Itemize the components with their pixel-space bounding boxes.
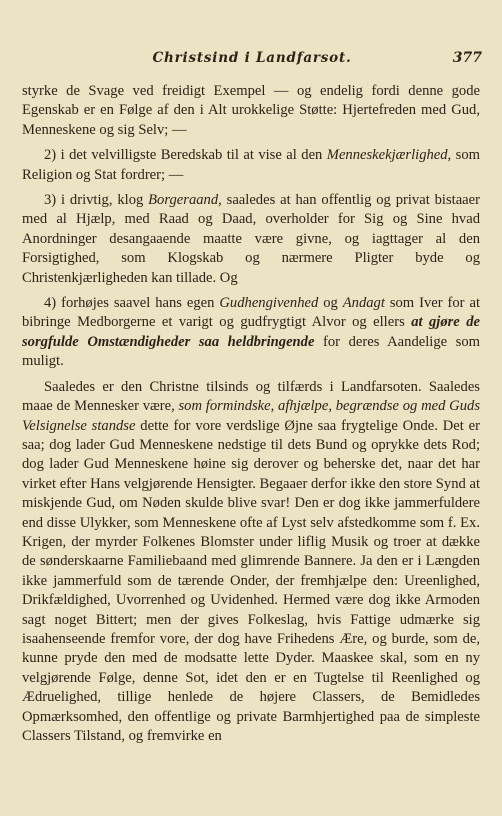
text-segment: 3) i drivtig, klog [44, 192, 149, 209]
body-text [22, 82, 480, 752]
page-number: 377 [452, 50, 482, 66]
paragraph [22, 294, 480, 372]
emphasized-text: Borgeraand, [148, 192, 222, 209]
paragraph [22, 378, 480, 747]
running-title: Christsind i Landfarsot. [152, 50, 352, 66]
text-segment: som Religion og Stat fordrer; — [22, 147, 480, 183]
text-segment: saaledes at han offentlig og privat bistaaer med al Hjælp, med Raad og Daad, overholder for Sig og Sine hvad Anordninger desangaaende maatte være givne, og iagttager al den Forsigtighed, som Klogskab og nærmere Pligter byde og Christenkjærligheden kan tillade. Og [22, 192, 480, 286]
text-segment: og [318, 295, 343, 312]
paragraph [22, 82, 480, 140]
text-segment: styrke de Svage ved freidigt Exempel — og endelig fordi denne gode Egenskab er en Følge af den i Alt urokkelige Støtte: Hjertefreden med Gud, Menneskene og sig Selv; — [22, 83, 480, 138]
text-segment: Saaledes er den Christne tilsinds og tilfærds i Landfarsoten. Saaledes maae de Mennesker være, [22, 378, 480, 415]
paragraph [22, 191, 480, 288]
emphasized-text: at gjøre de sorgfulde Omstændigheder saa heldbringende [22, 314, 480, 350]
emphasized-text: Andagt [342, 295, 385, 312]
text-segment: dette for vore verdslige Øjne saa frygtelige Onde. Det er saa; dog lader Gud Menneskene nedstige til dets Bund og oprykke dets Rod; dog lader Gud Menneskene høine sig derover og beherske det, naar det har virket efter Hans velgjørende Hensigter. Begaaer derfor ikke den store Synd at miskjende Gud, om Nøden skulde blive svar! Den er dog ikke jammerfuldere end disse Ulykker, som Menneskene ofte af Lyst selv afstedkomme som f. Ex. Krigen, der myrder Folkenes Blomster under liflig Musik og troer at dække de sønderskaarne Familiebaand med glimrende Bannere. Ja den er i Længden ikke jammerfuld som de tærende Onder, der fremhjælpe den: Ureenlighed, Drikfældighed, Uvorrenhed og Uvidenhed. Hermed være dog ikke Armoden sagt noget Bittert; men der gives Folkeslag, hvis Fattige udmærke sig isaahenseende fremfor vore, der dog have Frihedens Ære, og burde, som de, kunne pryde den med de modsatte lette Dyder. Maaskee skal, som en ny velgjørende Følge, denne Sot, idet den er en Tugtelse til Reenlighed og Ædruelighed, tillige henlede de højere Classers, de Bemidledes Opmærksomhed, den offentlige og private Barmhjertighed paa de simpleste Classers Tilstand, og fremvirke en [22, 417, 481, 744]
running-head [22, 50, 482, 70]
emphasized-text: Menneskekjærlighed, [326, 147, 452, 164]
text-segment: 2) i det velvilligste Beredskab til at vise al den [44, 147, 327, 164]
text-segment: 4) forhøjes saavel hans egen [44, 295, 220, 312]
emphasized-text: som formindske, afhjælpe, begrændse og med Guds Velsignelse standse [22, 398, 480, 434]
text-segment: som Iver for at bibringe Medborgerne et varigt og gudfrygtigt Alvor og ellers [22, 295, 480, 331]
paragraph [22, 146, 480, 185]
emphasized-text: Gudhengivenhed [219, 295, 319, 312]
text-segment: for deres Aandelige som muligt. [22, 333, 480, 370]
